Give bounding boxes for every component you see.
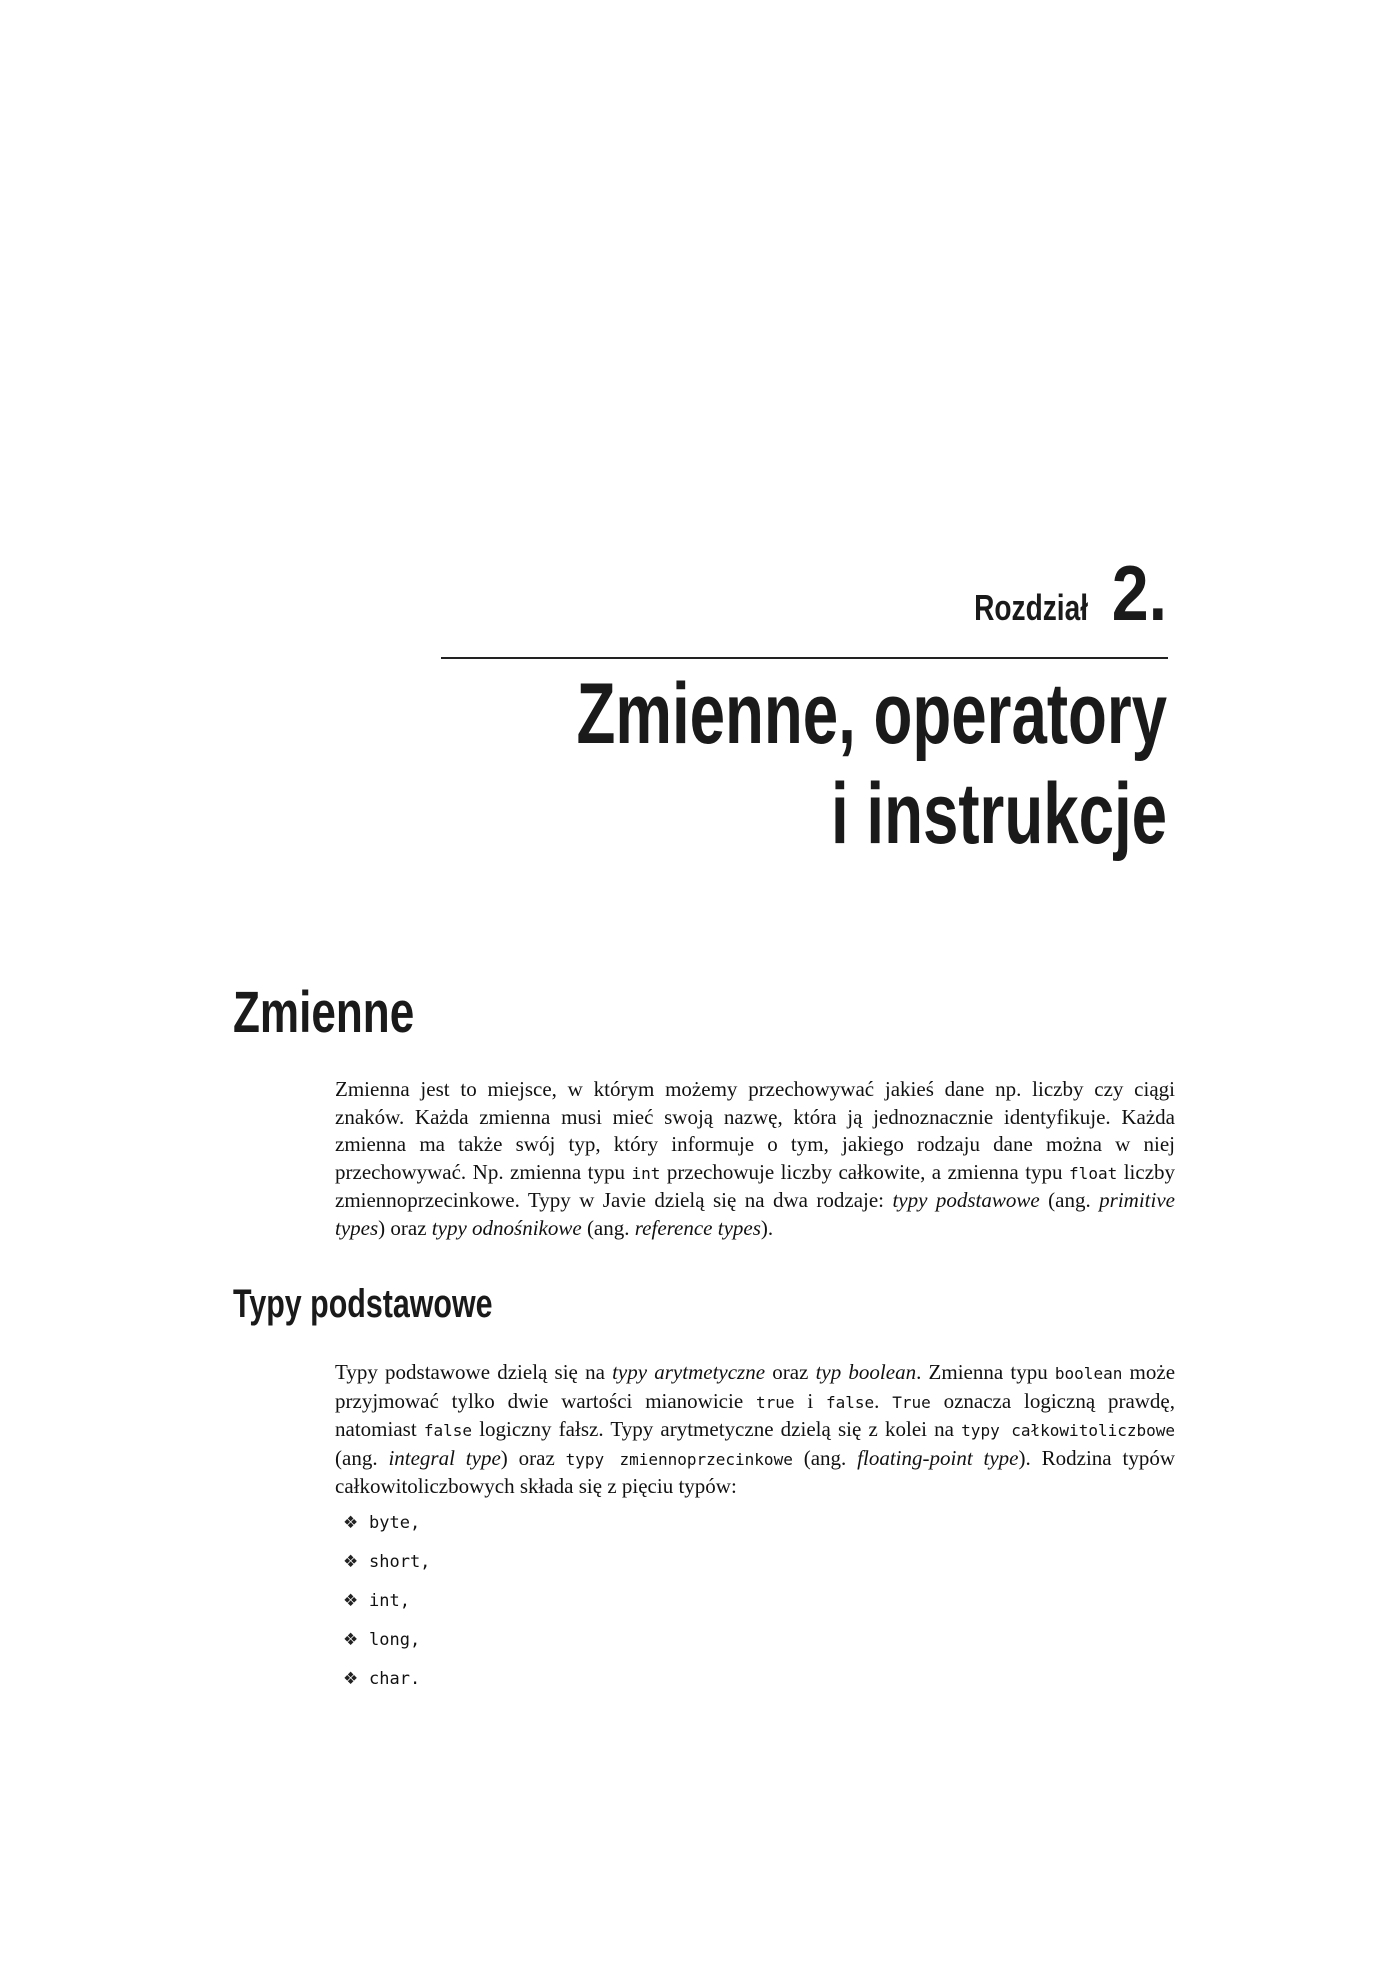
text-run: przechowuje liczby całkowite, a zmienna typu [660, 1159, 1070, 1184]
text-run: oraz [765, 1360, 816, 1384]
text-run: liczby zmiennoprzecinkowe. Typy w Javie dzielą się na dwa rodzaje: [335, 1159, 1176, 1212]
list-item-text: char. [369, 1668, 421, 1689]
diamond-bullet-icon: ❖ [343, 1551, 359, 1572]
inline-code: true [755, 1392, 795, 1412]
chapter-title [369, 664, 1167, 864]
list-item [343, 1542, 430, 1581]
text-run: Zmienna jest to miejsce, w którym możemy przechowywać jakieś dane np. liczby czy ciągi znaków. Każda zmienna musi mieć swoją nazwę, która ją jednoznacznie identyfikuje. Każda zmienna ma także swój typ, który informuje o tym, jakiego rodzaju dane można w niej przechowywać. Np. zmienna typu [335, 1077, 1175, 1184]
list-item [343, 1659, 430, 1698]
emphasis: primitive types [335, 1188, 1175, 1240]
section-1-paragraph [335, 1076, 1175, 1242]
text-run: Typy podstawowe dzielą się na [335, 1360, 613, 1384]
list-item-text: long, [369, 1629, 421, 1650]
text-run: ). Rodzina typów całkowitoliczbowych składa się z pięciu typów: [335, 1445, 1175, 1498]
emphasis: typy odnośnikowe [431, 1215, 582, 1240]
inline-code: boolean [1054, 1364, 1123, 1383]
section-2-paragraph [335, 1359, 1175, 1501]
chapter-title-line-1: Zmienne, operatory [576, 666, 1167, 762]
section-heading-zmienne: Zmienne [233, 980, 415, 1045]
inline-code: typy całkowitoliczbowe [961, 1421, 1176, 1440]
list-item [343, 1503, 430, 1542]
list-item-text: byte, [369, 1512, 421, 1533]
text-run: może przyjmować tylko dwie wartości mianowicie [335, 1360, 1176, 1413]
text-run: ) oraz [378, 1215, 432, 1240]
diamond-bullet-icon: ❖ [343, 1512, 359, 1533]
text-run: logiczny fałsz. Typy arytmetyczne dzielą się z kolei na [472, 1417, 962, 1441]
text-run: (ang. [1039, 1188, 1100, 1212]
list-item [343, 1620, 430, 1659]
inline-code: float [1069, 1163, 1118, 1183]
chapter-number: 2. [1111, 549, 1167, 637]
text-run: . [874, 1388, 893, 1413]
diamond-bullet-icon: ❖ [343, 1590, 359, 1611]
text-run: (ang. [581, 1215, 635, 1240]
emphasis: reference types [634, 1215, 761, 1240]
chapter-divider [441, 657, 1168, 659]
emphasis: typ boolean [815, 1360, 917, 1384]
emphasis: integral type [388, 1445, 501, 1470]
list-item [343, 1581, 430, 1620]
inline-code: false [423, 1421, 473, 1440]
text-run: ) oraz [500, 1445, 566, 1470]
text-run: oznacza logiczną prawdę, natomiast [335, 1388, 1176, 1441]
emphasis: typy podstawowe [892, 1188, 1040, 1212]
list-item-text: int, [369, 1590, 410, 1611]
emphasis: floating-point type [857, 1445, 1019, 1470]
text-run: . Zmienna typu [916, 1360, 1055, 1384]
emphasis: typy arytmetyczne [612, 1360, 766, 1384]
inline-code: int [631, 1163, 661, 1183]
chapter-title-line-2: i instrukcje [830, 766, 1167, 862]
text-run: i [794, 1388, 826, 1413]
inline-code: false [825, 1392, 875, 1412]
inline-code: typy zmiennoprzecinkowe [565, 1449, 793, 1469]
chapter-label [942, 549, 1167, 637]
diamond-bullet-icon: ❖ [343, 1629, 359, 1650]
section-heading-typy-podstawowe: Typy podstawowe [233, 1282, 493, 1326]
list-item-text: short, [369, 1551, 431, 1572]
inline-code: True [892, 1392, 931, 1412]
text-run: ). [760, 1215, 774, 1240]
diamond-bullet-icon: ❖ [343, 1668, 359, 1689]
text-run: (ang. [335, 1445, 389, 1470]
chapter-word: Rozdział [974, 587, 1088, 628]
text-run: (ang. [792, 1445, 858, 1470]
primitive-types-list [343, 1503, 430, 1698]
